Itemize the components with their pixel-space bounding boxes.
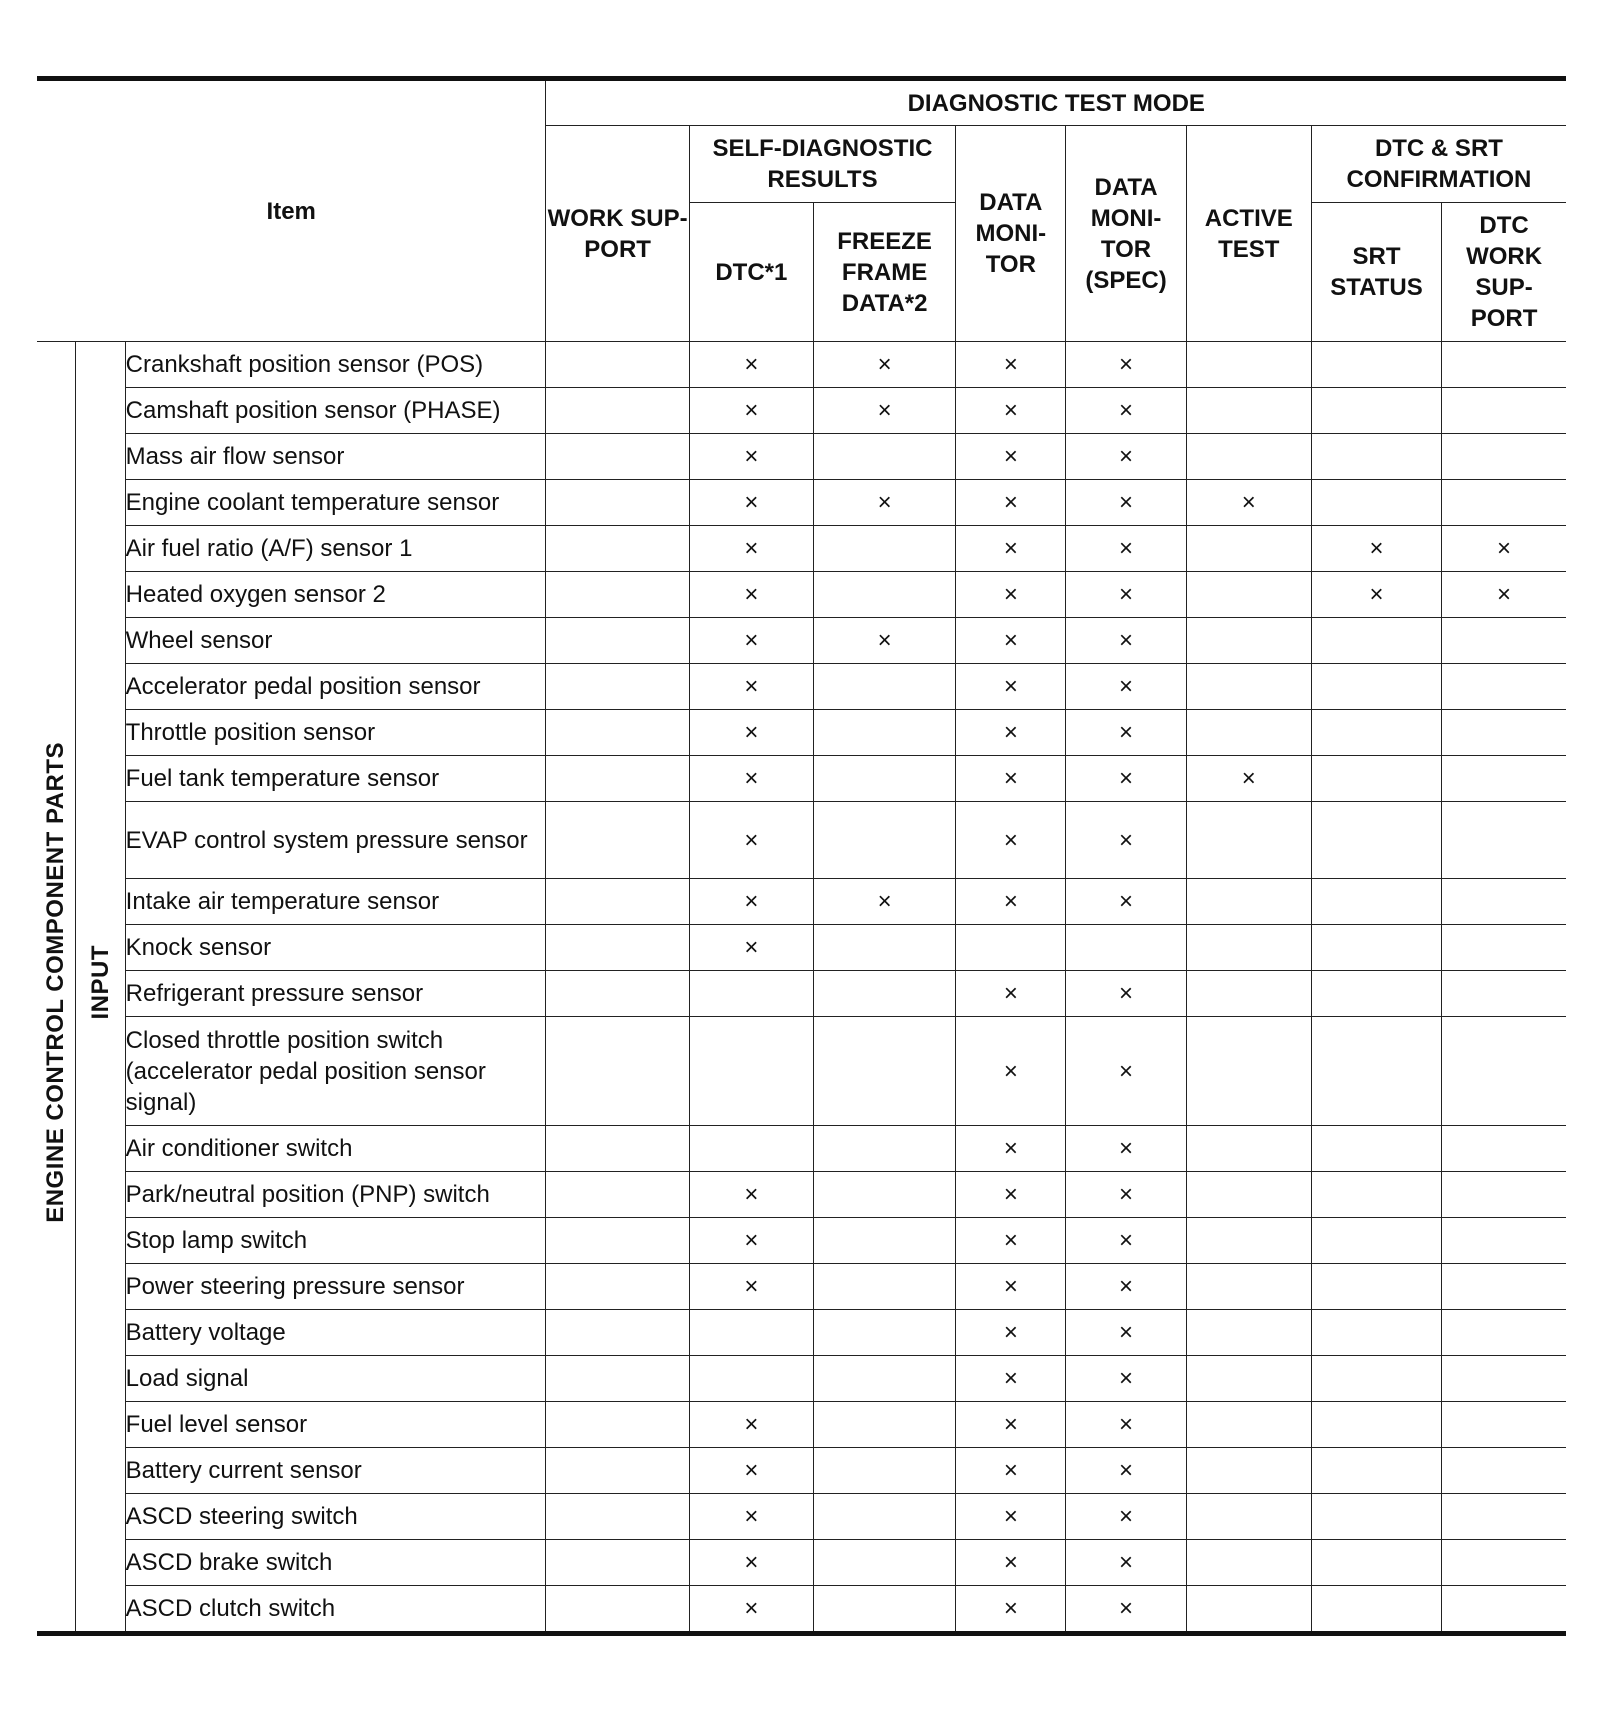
empty-cell-dtc <box>689 1017 813 1126</box>
empty-cell-dtc <box>689 1356 813 1402</box>
empty-cell-dtc_work_support <box>1442 664 1566 710</box>
check-mark-cell-data_monitor_spec: × <box>1066 1172 1186 1218</box>
empty-cell-active_test <box>1186 342 1311 388</box>
empty-cell-active_test <box>1186 1494 1311 1540</box>
empty-cell-srt_status <box>1311 925 1441 971</box>
empty-cell-dtc_work_support <box>1442 342 1566 388</box>
empty-cell-dtc_work_support <box>1442 1356 1566 1402</box>
check-mark-cell-dtc: × <box>689 925 813 971</box>
empty-cell-freeze_frame_data <box>813 1402 955 1448</box>
empty-cell-freeze_frame_data <box>813 1218 955 1264</box>
empty-cell-work_support <box>546 480 689 526</box>
check-mark-cell-data_monitor_spec: × <box>1066 388 1186 434</box>
empty-cell-freeze_frame_data <box>813 1264 955 1310</box>
check-mark-cell-data_monitor: × <box>956 1172 1066 1218</box>
empty-cell-dtc_work_support <box>1442 1172 1566 1218</box>
check-mark-cell-data_monitor: × <box>956 1356 1066 1402</box>
check-mark-cell-data_monitor: × <box>956 434 1066 480</box>
item-name-cell: Knock sensor <box>125 925 546 971</box>
empty-cell-work_support <box>546 1402 689 1448</box>
check-mark-cell-data_monitor: × <box>956 756 1066 802</box>
self-diagnostic-results-header: SELF-DIAGNOSTIC RESULTS <box>689 126 955 203</box>
work-support-header: WORK SUP- PORT <box>546 126 689 342</box>
empty-cell-freeze_frame_data <box>813 572 955 618</box>
check-mark-cell-dtc: × <box>689 710 813 756</box>
empty-cell-freeze_frame_data <box>813 1017 955 1126</box>
empty-cell-dtc <box>689 1310 813 1356</box>
check-mark-cell-dtc: × <box>689 1540 813 1586</box>
item-name-cell: Fuel level sensor <box>125 1402 546 1448</box>
check-mark-cell-dtc: × <box>689 526 813 572</box>
empty-cell-active_test <box>1186 710 1311 756</box>
item-name-cell: Battery current sensor <box>125 1448 546 1494</box>
empty-cell-work_support <box>546 1494 689 1540</box>
empty-cell-active_test <box>1186 572 1311 618</box>
empty-cell-freeze_frame_data <box>813 1448 955 1494</box>
active-test-header: ACTIVE TEST <box>1186 126 1311 342</box>
check-mark-cell-data_monitor: × <box>956 388 1066 434</box>
empty-cell-freeze_frame_data <box>813 526 955 572</box>
empty-cell-srt_status <box>1311 1264 1441 1310</box>
check-mark-cell-data_monitor_spec: × <box>1066 618 1186 664</box>
check-mark-cell-data_monitor_spec: × <box>1066 1126 1186 1172</box>
table-row <box>37 1448 1566 1494</box>
empty-cell-srt_status <box>1311 1172 1441 1218</box>
check-mark-cell-data_monitor: × <box>956 526 1066 572</box>
check-mark-cell-data_monitor_spec: × <box>1066 480 1186 526</box>
data-monitor-spec-header: DATA MONI- TOR (SPEC) <box>1066 126 1186 342</box>
table-row <box>37 1310 1566 1356</box>
table-row <box>37 1586 1566 1634</box>
empty-cell-srt_status <box>1311 1017 1441 1126</box>
check-mark-cell-data_monitor_spec: × <box>1066 342 1186 388</box>
empty-cell-dtc_work_support <box>1442 1126 1566 1172</box>
empty-cell-srt_status <box>1311 1402 1441 1448</box>
table-row <box>37 971 1566 1017</box>
check-mark-cell-data_monitor_spec: × <box>1066 1218 1186 1264</box>
empty-cell-work_support <box>546 1448 689 1494</box>
empty-cell-active_test <box>1186 1172 1311 1218</box>
empty-cell-dtc_work_support <box>1442 618 1566 664</box>
empty-cell-dtc_work_support <box>1442 1540 1566 1586</box>
item-name-cell: Engine coolant temperature sensor <box>125 480 546 526</box>
item-name-cell: Air fuel ratio (A/F) sensor 1 <box>125 526 546 572</box>
check-mark-cell-data_monitor_spec: × <box>1066 1494 1186 1540</box>
empty-cell-freeze_frame_data <box>813 1172 955 1218</box>
check-mark-cell-dtc: × <box>689 388 813 434</box>
item-name-cell: Closed throttle position switch (accelerator pedal position sensor signal) <box>125 1017 546 1126</box>
empty-cell-freeze_frame_data <box>813 434 955 480</box>
empty-cell-work_support <box>546 1172 689 1218</box>
group-label-cell <box>37 342 75 1634</box>
empty-cell-active_test <box>1186 1448 1311 1494</box>
empty-cell-work_support <box>546 1540 689 1586</box>
check-mark-cell-dtc: × <box>689 1264 813 1310</box>
empty-cell-dtc_work_support <box>1442 1218 1566 1264</box>
check-mark-cell-data_monitor_spec: × <box>1066 879 1186 925</box>
empty-cell-freeze_frame_data <box>813 1540 955 1586</box>
empty-cell-work_support <box>546 526 689 572</box>
empty-cell-work_support <box>546 388 689 434</box>
table-row <box>37 434 1566 480</box>
empty-cell-srt_status <box>1311 434 1441 480</box>
item-name-cell: ASCD clutch switch <box>125 1586 546 1634</box>
empty-cell-dtc <box>689 971 813 1017</box>
empty-cell-work_support <box>546 1586 689 1634</box>
empty-cell-dtc_work_support <box>1442 1494 1566 1540</box>
table-row <box>37 1540 1566 1586</box>
group-label: ENGINE CONTROL COMPONENT PARTS <box>42 742 70 1223</box>
check-mark-cell-data_monitor: × <box>956 480 1066 526</box>
table-row <box>37 756 1566 802</box>
empty-cell-active_test <box>1186 664 1311 710</box>
empty-cell-dtc_work_support <box>1442 388 1566 434</box>
empty-cell-active_test <box>1186 1310 1311 1356</box>
check-mark-cell-data_monitor_spec: × <box>1066 1264 1186 1310</box>
check-mark-cell-data_monitor: × <box>956 1402 1066 1448</box>
check-mark-cell-srt_status: × <box>1311 572 1441 618</box>
item-name-cell: Power steering pressure sensor <box>125 1264 546 1310</box>
empty-cell-active_test <box>1186 1218 1311 1264</box>
item-name-cell: Intake air temperature sensor <box>125 879 546 925</box>
empty-cell-srt_status <box>1311 1494 1441 1540</box>
item-name-cell: ASCD steering switch <box>125 1494 546 1540</box>
check-mark-cell-data_monitor: × <box>956 802 1066 879</box>
empty-cell-dtc_work_support <box>1442 879 1566 925</box>
empty-cell-work_support <box>546 971 689 1017</box>
check-mark-cell-data_monitor: × <box>956 1540 1066 1586</box>
empty-cell-work_support <box>546 1126 689 1172</box>
dtc-srt-confirmation-header: DTC & SRT CONFIRMATION <box>1311 126 1566 203</box>
check-mark-cell-data_monitor: × <box>956 1218 1066 1264</box>
item-name-cell: Park/neutral position (PNP) switch <box>125 1172 546 1218</box>
subgroup-label-cell <box>75 342 125 1634</box>
empty-cell-active_test <box>1186 802 1311 879</box>
empty-cell-data_monitor <box>956 925 1066 971</box>
empty-cell-srt_status <box>1311 710 1441 756</box>
empty-cell-dtc_work_support <box>1442 434 1566 480</box>
check-mark-cell-dtc_work_support: × <box>1442 526 1566 572</box>
check-mark-cell-data_monitor_spec: × <box>1066 1586 1186 1634</box>
empty-cell-work_support <box>546 756 689 802</box>
check-mark-cell-freeze_frame_data: × <box>813 618 955 664</box>
check-mark-cell-freeze_frame_data: × <box>813 342 955 388</box>
table-row <box>37 925 1566 971</box>
check-mark-cell-data_monitor: × <box>956 342 1066 388</box>
check-mark-cell-dtc: × <box>689 572 813 618</box>
item-name-cell: EVAP control system pressure sensor <box>125 802 546 879</box>
empty-cell-freeze_frame_data <box>813 710 955 756</box>
table-row <box>37 1172 1566 1218</box>
empty-cell-dtc_work_support <box>1442 1310 1566 1356</box>
subgroup-label: INPUT <box>86 945 114 1020</box>
empty-cell-active_test <box>1186 1126 1311 1172</box>
dtc-header: DTC*1 <box>689 203 813 342</box>
empty-cell-dtc_work_support <box>1442 480 1566 526</box>
empty-cell-active_test <box>1186 1356 1311 1402</box>
empty-cell-active_test <box>1186 1586 1311 1634</box>
empty-cell-work_support <box>546 434 689 480</box>
item-name-cell: Air conditioner switch <box>125 1126 546 1172</box>
table-row <box>37 1356 1566 1402</box>
empty-cell-srt_status <box>1311 756 1441 802</box>
empty-cell-srt_status <box>1311 1356 1441 1402</box>
table-row <box>37 1017 1566 1126</box>
item-name-cell: Load signal <box>125 1356 546 1402</box>
empty-cell-work_support <box>546 1356 689 1402</box>
table-row <box>37 1402 1566 1448</box>
check-mark-cell-dtc: × <box>689 480 813 526</box>
table-row <box>37 664 1566 710</box>
item-name-cell: Accelerator pedal position sensor <box>125 664 546 710</box>
empty-cell-active_test <box>1186 434 1311 480</box>
empty-cell-active_test <box>1186 526 1311 572</box>
check-mark-cell-data_monitor: × <box>956 664 1066 710</box>
table-row <box>37 480 1566 526</box>
item-name-cell: Fuel tank temperature sensor <box>125 756 546 802</box>
empty-cell-work_support <box>546 710 689 756</box>
item-name-cell: Stop lamp switch <box>125 1218 546 1264</box>
empty-cell-srt_status <box>1311 1540 1441 1586</box>
dtc-work-support-header: DTC WORK SUP- PORT <box>1442 203 1566 342</box>
item-name-cell: Heated oxygen sensor 2 <box>125 572 546 618</box>
check-mark-cell-dtc: × <box>689 1402 813 1448</box>
check-mark-cell-dtc: × <box>689 1172 813 1218</box>
check-mark-cell-data_monitor: × <box>956 1494 1066 1540</box>
empty-cell-srt_status <box>1311 1310 1441 1356</box>
check-mark-cell-freeze_frame_data: × <box>813 388 955 434</box>
check-mark-cell-dtc: × <box>689 802 813 879</box>
check-mark-cell-dtc: × <box>689 342 813 388</box>
check-mark-cell-data_monitor_spec: × <box>1066 664 1186 710</box>
empty-cell-dtc_work_support <box>1442 1017 1566 1126</box>
check-mark-cell-data_monitor_spec: × <box>1066 756 1186 802</box>
check-mark-cell-data_monitor_spec: × <box>1066 1017 1186 1126</box>
empty-cell-freeze_frame_data <box>813 756 955 802</box>
empty-cell-active_test <box>1186 1264 1311 1310</box>
empty-cell-work_support <box>546 1218 689 1264</box>
check-mark-cell-data_monitor: × <box>956 1264 1066 1310</box>
item-name-cell: Crankshaft position sensor (POS) <box>125 342 546 388</box>
item-name-cell: Throttle position sensor <box>125 710 546 756</box>
empty-cell-srt_status <box>1311 971 1441 1017</box>
check-mark-cell-freeze_frame_data: × <box>813 480 955 526</box>
check-mark-cell-dtc: × <box>689 1586 813 1634</box>
empty-cell-work_support <box>546 1310 689 1356</box>
diagnostic-mode-table <box>37 76 1566 1636</box>
diagnostic-test-mode-header: DIAGNOSTIC TEST MODE <box>546 79 1566 126</box>
empty-cell-dtc_work_support <box>1442 971 1566 1017</box>
empty-cell-dtc_work_support <box>1442 710 1566 756</box>
empty-cell-srt_status <box>1311 1218 1441 1264</box>
empty-cell-active_test <box>1186 618 1311 664</box>
empty-cell-freeze_frame_data <box>813 664 955 710</box>
table-row <box>37 1126 1566 1172</box>
item-header: Item <box>37 79 546 342</box>
table-row <box>37 618 1566 664</box>
check-mark-cell-data_monitor: × <box>956 971 1066 1017</box>
empty-cell-dtc_work_support <box>1442 1448 1566 1494</box>
empty-cell-srt_status <box>1311 480 1441 526</box>
check-mark-cell-dtc: × <box>689 1494 813 1540</box>
check-mark-cell-data_monitor_spec: × <box>1066 1448 1186 1494</box>
empty-cell-srt_status <box>1311 388 1441 434</box>
empty-cell-active_test <box>1186 971 1311 1017</box>
empty-cell-srt_status <box>1311 1586 1441 1634</box>
item-name-cell: Refrigerant pressure sensor <box>125 971 546 1017</box>
check-mark-cell-dtc: × <box>689 434 813 480</box>
empty-cell-freeze_frame_data <box>813 1494 955 1540</box>
check-mark-cell-dtc: × <box>689 879 813 925</box>
empty-cell-srt_status <box>1311 802 1441 879</box>
empty-cell-data_monitor_spec <box>1066 925 1186 971</box>
empty-cell-dtc_work_support <box>1442 1586 1566 1634</box>
empty-cell-freeze_frame_data <box>813 1126 955 1172</box>
check-mark-cell-data_monitor: × <box>956 1017 1066 1126</box>
empty-cell-srt_status <box>1311 1126 1441 1172</box>
empty-cell-srt_status <box>1311 342 1441 388</box>
empty-cell-freeze_frame_data <box>813 1310 955 1356</box>
srt-status-header: SRT STATUS <box>1311 203 1441 342</box>
table-row <box>37 1494 1566 1540</box>
check-mark-cell-dtc_work_support: × <box>1442 572 1566 618</box>
check-mark-cell-srt_status: × <box>1311 526 1441 572</box>
empty-cell-work_support <box>546 1264 689 1310</box>
check-mark-cell-dtc: × <box>689 756 813 802</box>
check-mark-cell-data_monitor: × <box>956 1586 1066 1634</box>
table-row <box>37 1218 1566 1264</box>
empty-cell-work_support <box>546 664 689 710</box>
empty-cell-dtc <box>689 1126 813 1172</box>
check-mark-cell-data_monitor: × <box>956 1448 1066 1494</box>
empty-cell-dtc_work_support <box>1442 756 1566 802</box>
empty-cell-srt_status <box>1311 618 1441 664</box>
item-name-cell: Wheel sensor <box>125 618 546 664</box>
check-mark-cell-data_monitor_spec: × <box>1066 434 1186 480</box>
check-mark-cell-data_monitor: × <box>956 879 1066 925</box>
table-row <box>37 710 1566 756</box>
check-mark-cell-data_monitor: × <box>956 572 1066 618</box>
check-mark-cell-dtc: × <box>689 618 813 664</box>
empty-cell-work_support <box>546 879 689 925</box>
table-row <box>37 342 1566 388</box>
table-row <box>37 802 1566 879</box>
empty-cell-work_support <box>546 342 689 388</box>
check-mark-cell-data_monitor_spec: × <box>1066 572 1186 618</box>
check-mark-cell-data_monitor: × <box>956 618 1066 664</box>
empty-cell-srt_status <box>1311 664 1441 710</box>
check-mark-cell-data_monitor_spec: × <box>1066 710 1186 756</box>
empty-cell-srt_status <box>1311 1448 1441 1494</box>
check-mark-cell-data_monitor_spec: × <box>1066 1310 1186 1356</box>
check-mark-cell-data_monitor: × <box>956 1310 1066 1356</box>
empty-cell-work_support <box>546 802 689 879</box>
table-row <box>37 1264 1566 1310</box>
table-body <box>37 342 1566 1634</box>
table-row <box>37 879 1566 925</box>
empty-cell-work_support <box>546 925 689 971</box>
item-name-cell: Camshaft position sensor (PHASE) <box>125 388 546 434</box>
item-name-cell: Battery voltage <box>125 1310 546 1356</box>
empty-cell-dtc_work_support <box>1442 1264 1566 1310</box>
table-row <box>37 526 1566 572</box>
data-monitor-header: DATA MONI- TOR <box>956 126 1066 342</box>
empty-cell-dtc_work_support <box>1442 802 1566 879</box>
check-mark-cell-data_monitor_spec: × <box>1066 1356 1186 1402</box>
empty-cell-work_support <box>546 618 689 664</box>
empty-cell-srt_status <box>1311 879 1441 925</box>
check-mark-cell-active_test: × <box>1186 480 1311 526</box>
check-mark-cell-freeze_frame_data: × <box>813 879 955 925</box>
empty-cell-work_support <box>546 572 689 618</box>
item-name-cell: ASCD brake switch <box>125 1540 546 1586</box>
empty-cell-work_support <box>546 1017 689 1126</box>
empty-cell-active_test <box>1186 1402 1311 1448</box>
check-mark-cell-data_monitor_spec: × <box>1066 802 1186 879</box>
table-row <box>37 572 1566 618</box>
check-mark-cell-data_monitor: × <box>956 1126 1066 1172</box>
check-mark-cell-data_monitor_spec: × <box>1066 1402 1186 1448</box>
empty-cell-active_test <box>1186 388 1311 434</box>
empty-cell-freeze_frame_data <box>813 971 955 1017</box>
check-mark-cell-data_monitor: × <box>956 710 1066 756</box>
item-name-cell: Mass air flow sensor <box>125 434 546 480</box>
check-mark-cell-data_monitor_spec: × <box>1066 1540 1186 1586</box>
empty-cell-freeze_frame_data <box>813 1586 955 1634</box>
empty-cell-freeze_frame_data <box>813 1356 955 1402</box>
table-row <box>37 388 1566 434</box>
empty-cell-active_test <box>1186 1540 1311 1586</box>
check-mark-cell-dtc: × <box>689 1218 813 1264</box>
empty-cell-freeze_frame_data <box>813 925 955 971</box>
empty-cell-active_test <box>1186 879 1311 925</box>
check-mark-cell-data_monitor_spec: × <box>1066 526 1186 572</box>
check-mark-cell-data_monitor_spec: × <box>1066 971 1186 1017</box>
empty-cell-active_test <box>1186 1017 1311 1126</box>
check-mark-cell-active_test: × <box>1186 756 1311 802</box>
empty-cell-dtc_work_support <box>1442 1402 1566 1448</box>
empty-cell-dtc_work_support <box>1442 925 1566 971</box>
empty-cell-freeze_frame_data <box>813 802 955 879</box>
empty-cell-active_test <box>1186 925 1311 971</box>
check-mark-cell-dtc: × <box>689 1448 813 1494</box>
check-mark-cell-dtc: × <box>689 664 813 710</box>
freeze-frame-data-header: FREEZE FRAME DATA*2 <box>813 203 955 342</box>
